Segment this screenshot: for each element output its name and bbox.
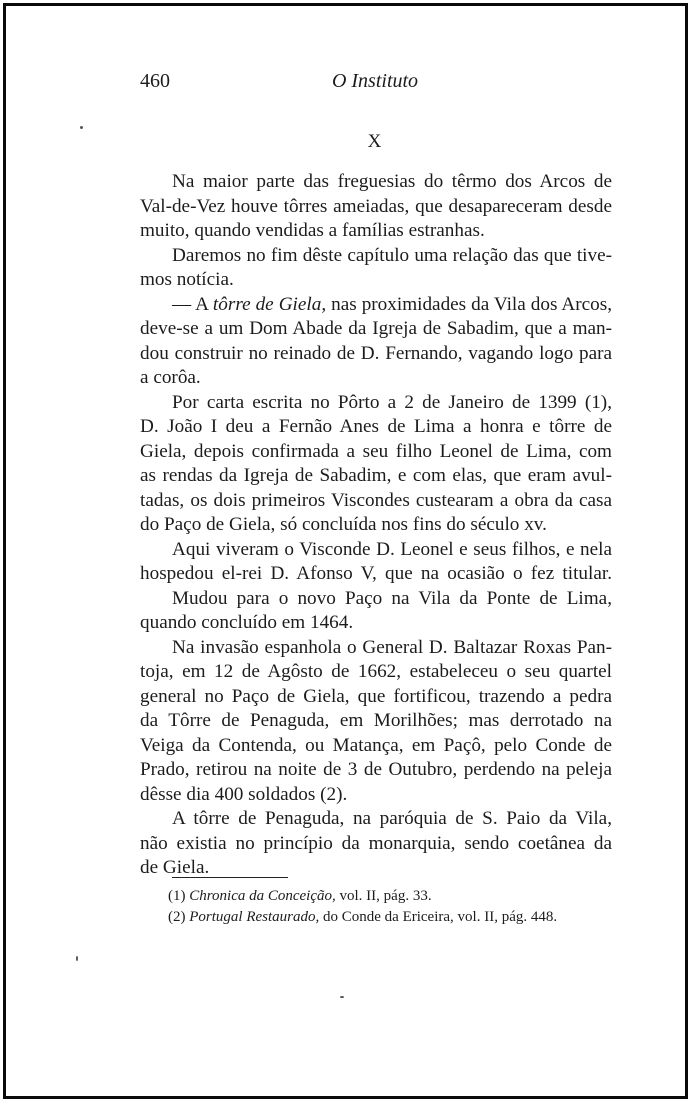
footnote (168, 907, 608, 928)
scan-speck (340, 996, 344, 998)
running-title: O Instituto (331, 70, 419, 92)
text-line: mos notícia. (140, 269, 234, 290)
footnote-text: vol. II, pág. 33. (335, 888, 432, 904)
text-line: toja, em 12 de Agôsto de 1662, estabeleceu o seu quartel (140, 661, 612, 682)
text-line: Daremos no fim dêste capítulo uma relação das que tive- (172, 244, 612, 266)
footnote-text: do Conde da Ericeira, vol. II, pág. 448. (319, 909, 558, 925)
text-line: tadas, os dois primeiros Viscondes custearam a obra da casa (140, 489, 612, 511)
text-line: A tôrre de Penaguda, na paróquia de S. Paio da Vila, (172, 808, 612, 829)
footnote (168, 886, 608, 907)
text-line: Mudou para o novo Paço na Vila da Ponte de Lima, (172, 587, 612, 609)
text-line: quando concluído em 1464. (140, 612, 354, 633)
paragraph (140, 391, 612, 538)
paragraph (140, 170, 612, 244)
body-text (140, 170, 612, 881)
scan-speck (80, 126, 83, 129)
footnote-marker: (1) (168, 888, 190, 904)
text-line: dou construir no reinado de D. Fernando, vagando logo para (140, 342, 612, 364)
page-number: 460 (140, 70, 170, 92)
text-line: hospedou el-rei D. Afonso V, que na ocasião o fez titular. (140, 563, 612, 584)
text-line: general no Paço de Giela, que fortificou, trazendo a pedra (140, 685, 612, 707)
text-line: Por carta escrita no Pôrto a 2 de Janeiro de 1399 (1), (172, 391, 612, 413)
footnotes (168, 886, 608, 928)
text-line: da Tôrre de Penaguda, em Morilhões; mas derrotado na (140, 710, 612, 731)
text-line: de Giela. (140, 857, 210, 878)
text-line: deve-se a um Dom Abade da Igreja de Sabadim, que a man- (140, 318, 612, 339)
footnote-rule (172, 877, 288, 878)
text-line: as rendas da Igreja de Sabadim, e com elas, que eram avul- (140, 465, 612, 486)
text-line: a corôa. (140, 367, 201, 388)
chapter-number: X (367, 131, 383, 152)
paragraph (140, 538, 612, 587)
page-header (140, 70, 610, 100)
text-line: dêsse dia 400 soldados (2). (140, 783, 348, 805)
text-line: Giela, depois confirmada a seu filho Leonel de Lima, com (140, 440, 612, 462)
italic-term: tôrre de Giela, (212, 293, 327, 315)
text-line (140, 293, 612, 318)
paragraph (140, 636, 612, 808)
scan-speck (76, 956, 78, 961)
text-line: Veiga da Contenda, ou Matança, em Paçô, pelo Conde de (140, 734, 612, 756)
paragraph (140, 807, 612, 881)
text-run: — A (172, 293, 213, 315)
text-line: Val-de-Vez houve tôrres ameiadas, que desapareceram desde (140, 195, 612, 217)
text-line: não existia no princípio da monarquia, sendo coetânea da (140, 832, 612, 854)
footnote-source: Portugal Restaurado, (189, 909, 320, 925)
text-line: Na invasão espanhola o General D. Baltazar Roxas Pan- (172, 636, 612, 658)
text-run: nas proximidades da Vila dos Arcos, (326, 293, 612, 315)
text-line: muito, quando vendidas a famílias estranhas. (140, 220, 485, 241)
text-line: Aqui viveram o Visconde D. Leonel e seus filhos, e nela (172, 538, 612, 560)
text-line: Prado, retirou na noite de 3 de Outubro, perdendo na peleja (140, 759, 612, 780)
footnote-source: Chronica da Conceição, (189, 888, 336, 904)
paragraph (140, 587, 612, 636)
paragraph (140, 293, 612, 391)
paragraph (140, 244, 612, 293)
text-line: D. João I deu a Fernão Anes de Lima a honra e tôrre de (140, 416, 612, 437)
text-line: do Paço de Giela, só concluída nos fins do século xv. (140, 514, 547, 535)
footnote-marker: (2) (168, 909, 190, 925)
text-line: Na maior parte das freguesias do têrmo dos Arcos de (172, 171, 612, 192)
